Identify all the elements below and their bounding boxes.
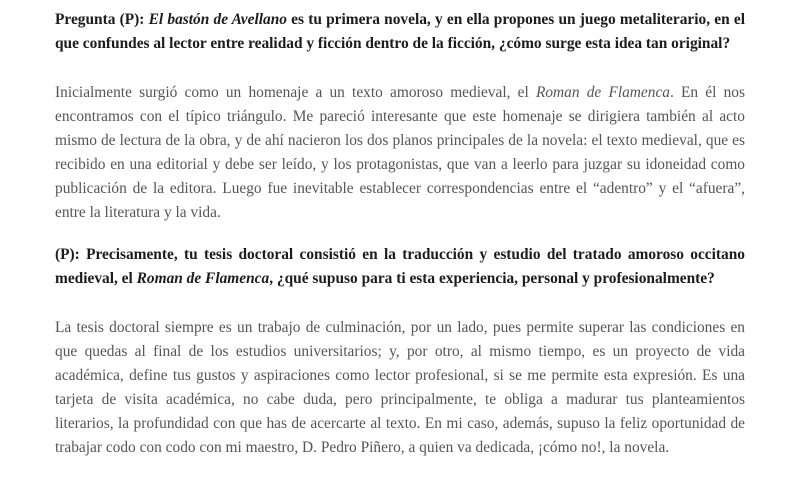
answer-1-text-before: Inicialmente surgió como un homenaje a un texto amoroso medieval, el — [55, 84, 536, 101]
answer-1 — [55, 81, 745, 225]
question-1-text: es tu primera novela, y en ella propones un juego metaliterario, en el que confundes al lector entre realidad y ficción dentro de la ficción, ¿cómo surge esta idea tan original? — [55, 11, 745, 52]
question-1 — [55, 8, 745, 56]
question-2-text-before: (P): Precisamente, tu tesis doctoral consistió en la traducción y estudio del tratado amoroso occitano medieval, el — [55, 246, 745, 287]
answer-1-work-title: Roman de Flamenca — [535, 84, 670, 101]
question-2-work-title: Roman de Flamenca — [136, 270, 270, 287]
question-2 — [55, 243, 745, 291]
answer-2-text: La tesis doctoral siempre es un trabajo de culminación, por un lado, pues permite superar las condiciones en que quedas al final de los estudios universitarios; y, por otro, al mismo tiempo, es un proyecto de vida académica, define tus gustos y aspiraciones como lector profesional, si se me permite esta expresión. Es una tarjeta de visita académica, no cabe duda, pero principalmente, te obliga a madurar tus planteamientos literarios, la profundidad con que has de acercarte al texto. En mi caso, además, supuso la feliz oportunidad de trabajar codo con codo con mi maestro, D. Pedro Piñero, a quien va dedicada, ¡cómo no!, la novela. — [55, 319, 745, 456]
answer-1-text-after: . En él nos encontramos con el típico triángulo. Me pareció interesante que este homenaje se dirigiera también al acto mismo de lectura de la obra, y de ahí nacieron los dos planos principales de la novela: el texto medieval, que es recibido en una editorial y debe ser leído, y los protagonistas, que van a leerlo para juzgar su idoneidad como publicación de la editora. Luego fue inevitable establecer correspondencias entre el “adentro” y el “afuera”, entre la literatura y la vida. — [55, 84, 745, 221]
question-1-book-title: El bastón de Avellano — [148, 11, 287, 28]
question-1-prefix: Pregunta (P): — [55, 11, 149, 28]
answer-2 — [55, 316, 745, 460]
question-2-text-after: , ¿qué supuso para ti esta experiencia, personal y profesionalmente? — [269, 270, 715, 287]
interview-article — [55, 0, 745, 460]
